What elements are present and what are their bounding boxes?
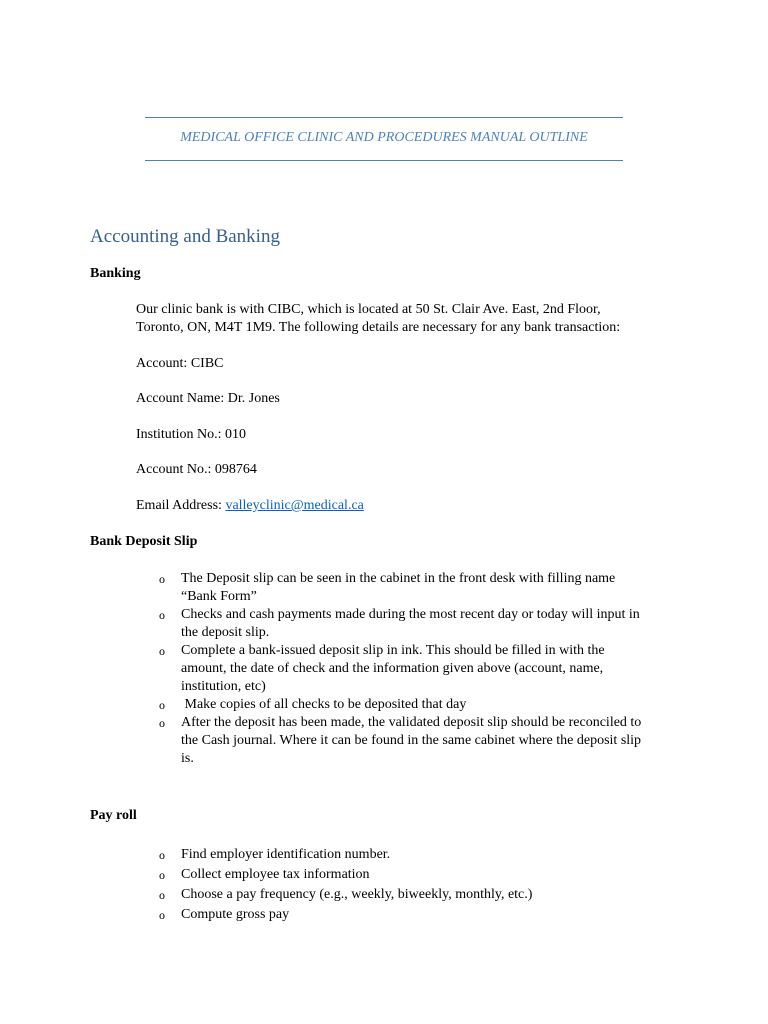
deposit-slip-heading: Bank Deposit Slip <box>90 534 198 549</box>
list-item <box>159 606 689 642</box>
list-item-text: Choose a pay frequency (e.g., weekly, biweekly, monthly, etc.) <box>181 887 533 902</box>
list-item-text: After the deposit has been made, the validated deposit slip should be reconciled to <box>181 715 642 730</box>
title-top-rule <box>145 117 623 118</box>
document-title: MEDICAL OFFICE CLINIC AND PROCEDURES MANUAL OUTLINE <box>180 130 588 145</box>
account-field: Account: CIBC <box>136 356 224 371</box>
bullet-marker: o <box>159 608 165 622</box>
list-item-text: amount, the date of check and the information given above (account, name, <box>181 661 604 676</box>
banking-heading: Banking <box>90 266 141 281</box>
bullet-marker: o <box>159 572 165 586</box>
list-item <box>159 846 689 864</box>
list-item <box>159 642 689 696</box>
list-item-text: Checks and cash payments made during the most recent day or today will input in <box>181 607 640 622</box>
banking-intro <box>136 301 676 337</box>
list-item-text: “Bank Form” <box>181 589 257 604</box>
section-heading: Accounting and Banking <box>90 226 280 247</box>
deposit-slip-list <box>159 570 689 768</box>
bullet-marker: o <box>159 716 165 730</box>
list-item-text: institution, etc) <box>181 679 266 694</box>
payroll-list <box>159 846 689 926</box>
email-field <box>136 498 364 514</box>
payroll-heading: Pay roll <box>90 808 137 823</box>
bullet-marker: o <box>159 698 165 712</box>
email-label: Email Address: <box>136 498 226 513</box>
list-item <box>159 886 689 904</box>
list-item-text: Compute gross pay <box>181 907 290 922</box>
list-item <box>159 906 689 924</box>
banking-intro-line: Our clinic bank is with CIBC, which is located at 50 St. Clair Ave. East, 2nd Floor, <box>136 302 601 317</box>
email-link[interactable]: valleyclinic@medical.ca <box>225 498 364 513</box>
title-bottom-rule <box>145 160 623 161</box>
list-item-text: is. <box>181 751 194 766</box>
list-item <box>159 696 689 714</box>
bullet-marker: o <box>159 848 165 862</box>
account-number-field: Account No.: 098764 <box>136 462 257 477</box>
list-item-text: Collect employee tax information <box>181 867 370 882</box>
list-item <box>159 866 689 884</box>
institution-field: Institution No.: 010 <box>136 427 247 442</box>
list-item <box>159 570 689 606</box>
list-item-text: The Deposit slip can be seen in the cabinet in the front desk with filling name <box>181 571 616 586</box>
list-item-text: Make copies of all checks to be deposited that day <box>181 697 467 712</box>
bullet-marker: o <box>159 888 165 902</box>
list-item-text: the Cash journal. Where it can be found in the same cabinet where the deposit slip <box>181 733 642 748</box>
bullet-marker: o <box>159 908 165 922</box>
banking-intro-line: Toronto, ON, M4T 1M9. The following details are necessary for any bank transaction: <box>136 320 621 335</box>
account-name-field: Account Name: Dr. Jones <box>136 391 280 406</box>
list-item-text: Find employer identification number. <box>181 847 391 862</box>
bullet-marker: o <box>159 644 165 658</box>
list-item-text: the deposit slip. <box>181 625 270 640</box>
bullet-marker: o <box>159 868 165 882</box>
list-item <box>159 714 689 768</box>
list-item-text: Complete a bank-issued deposit slip in ink. This should be filled in with the <box>181 643 605 658</box>
